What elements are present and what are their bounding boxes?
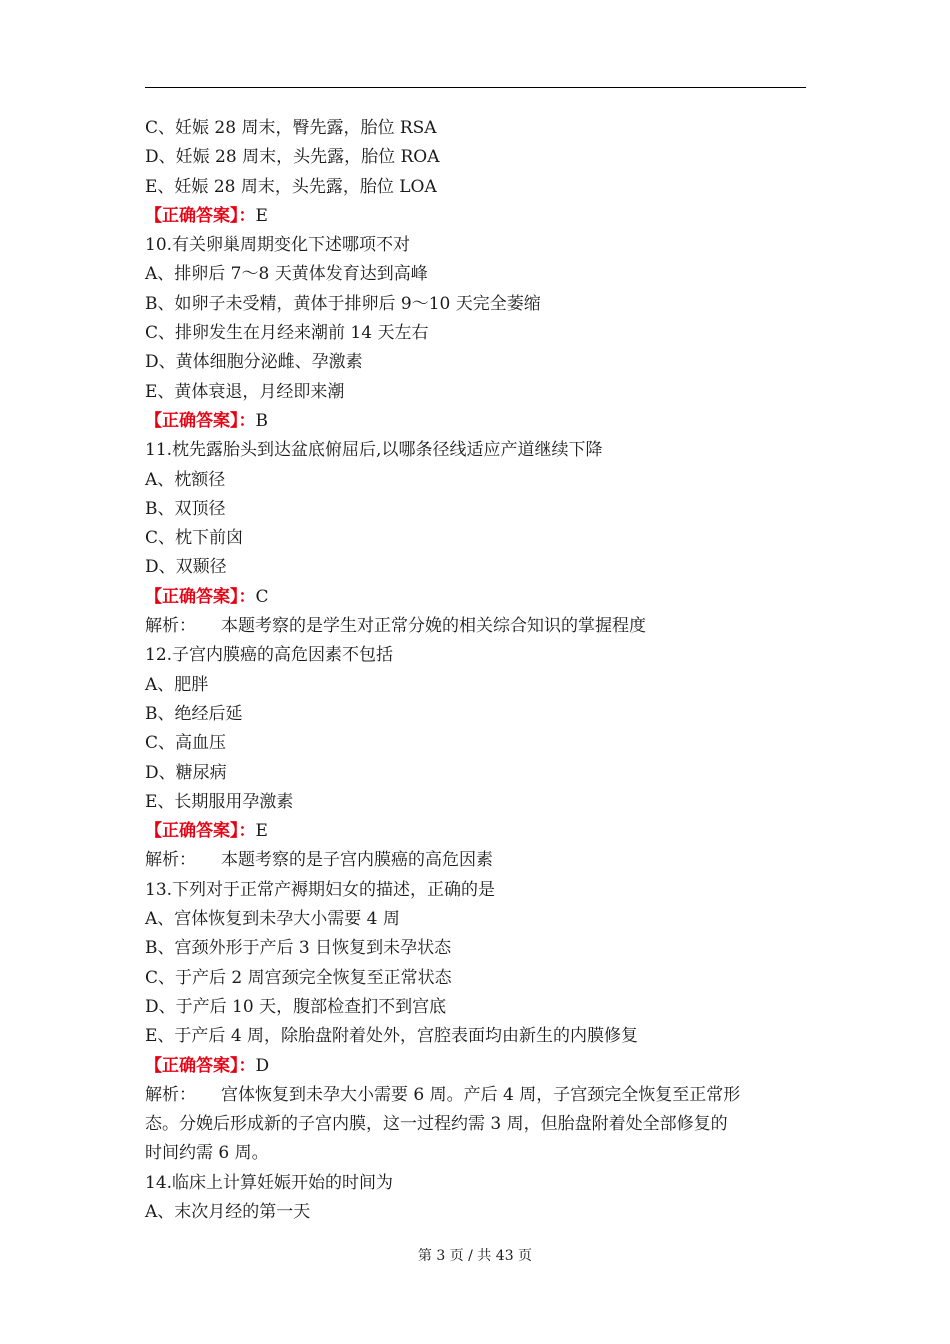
answer-line [145, 583, 806, 612]
answer-label: 【正确答案】： [145, 410, 256, 431]
question-stem: 10.有关卵巢周期变化下述哪项不对 [145, 235, 411, 256]
option-item: E、于产后 4 周，除胎盘附着处外，宫腔表面均由新生的内膜修复 [145, 1026, 639, 1047]
answer-value: C [255, 586, 269, 607]
explanation-label: 解析： [145, 850, 196, 871]
answer-value: D [255, 1055, 270, 1076]
option-item: D、妊娠 28 周末，头先露，胎位 ROA [145, 147, 440, 168]
option-item: C、排卵发生在月经来潮前 14 天左右 [145, 323, 429, 344]
option-item: C、妊娠 28 周末，臀先露，胎位 RSA [145, 118, 437, 138]
option-item: D、双颞径 [145, 557, 227, 578]
option-item: E、妊娠 28 周末，头先露，胎位 LOA [145, 176, 437, 197]
question-stem: 12.子宫内膜癌的高危因素不包括 [145, 645, 394, 666]
option-item: D、于产后 10 天，腹部检查扪不到宫底 [145, 996, 447, 1017]
answer-value: B [255, 410, 268, 431]
explanation-label: 解析： [145, 616, 196, 637]
option-item: C、枕下前囟 [145, 528, 244, 549]
answer-label: 【正确答案】： [145, 205, 256, 226]
explanation-text: 本题考察的是学生对正常分娩的相关综合知识的掌握程度 [221, 616, 646, 637]
answer-line [145, 407, 806, 436]
explanation-label: 解析： [145, 1084, 196, 1105]
option-item: A、枕额径 [145, 469, 226, 490]
option-item: A、宫体恢复到未孕大小需要 4 周 [145, 909, 400, 930]
option-item: C、于产后 2 周宫颈完全恢复至正常状态 [145, 967, 452, 988]
explanation-line: 态。分娩后形成新的子宫内膜，这一过程约需 3 周，但胎盘附着处全部修复的 [145, 1114, 728, 1135]
answer-value: E [255, 821, 268, 842]
question-stem: 11.枕先露胎头到达盆底俯屈后,以哪条径线适应产道继续下降 [145, 440, 603, 461]
answer-line [145, 1052, 806, 1081]
explanation-line [145, 846, 806, 875]
header-rule [145, 87, 806, 88]
answer-label: 【正确答案】： [145, 821, 256, 842]
page-content [145, 114, 806, 1227]
explanation-line [145, 612, 806, 641]
option-item: E、黄体衰退，月经即来潮 [145, 381, 345, 402]
option-item: A、肥胖 [145, 674, 209, 695]
explanation-line: 时间约需 6 周。 [145, 1143, 269, 1164]
explanation-line [145, 1081, 806, 1110]
option-item: A、末次月经的第一天 [145, 1201, 311, 1222]
option-item: B、绝经后延 [145, 703, 243, 724]
option-item: C、高血压 [145, 733, 227, 754]
option-item: E、长期服用孕激素 [145, 791, 294, 812]
answer-label: 【正确答案】： [145, 1055, 256, 1076]
page-footer: 第 3 页 / 共 43 页 [417, 1248, 533, 1264]
answer-label: 【正确答案】： [145, 586, 256, 607]
explanation-text: 宫体恢复到未孕大小需要 6 周。产后 4 周，子宫颈完全恢复至正常形 [221, 1084, 741, 1105]
answer-line [145, 817, 806, 846]
option-item: B、宫颈外形于产后 3 日恢复到未孕状态 [145, 938, 452, 959]
explanation-text: 本题考察的是子宫内膜癌的高危因素 [221, 850, 493, 871]
option-item: D、黄体细胞分泌雌、孕激素 [145, 352, 363, 373]
answer-line [145, 202, 806, 231]
option-item: A、排卵后 7～8 天黄体发育达到高峰 [145, 264, 428, 285]
option-item: B、如卵子未受精，黄体于排卵后 9～10 天完全萎缩 [145, 293, 541, 314]
option-item: B、双顶径 [145, 498, 226, 519]
answer-value: E [255, 205, 268, 226]
question-stem: 14.临床上计算妊娠开始的时间为 [145, 1172, 394, 1193]
option-item: D、糖尿病 [145, 762, 227, 783]
question-stem: 13.下列对于正常产褥期妇女的描述，正确的是 [145, 879, 496, 900]
